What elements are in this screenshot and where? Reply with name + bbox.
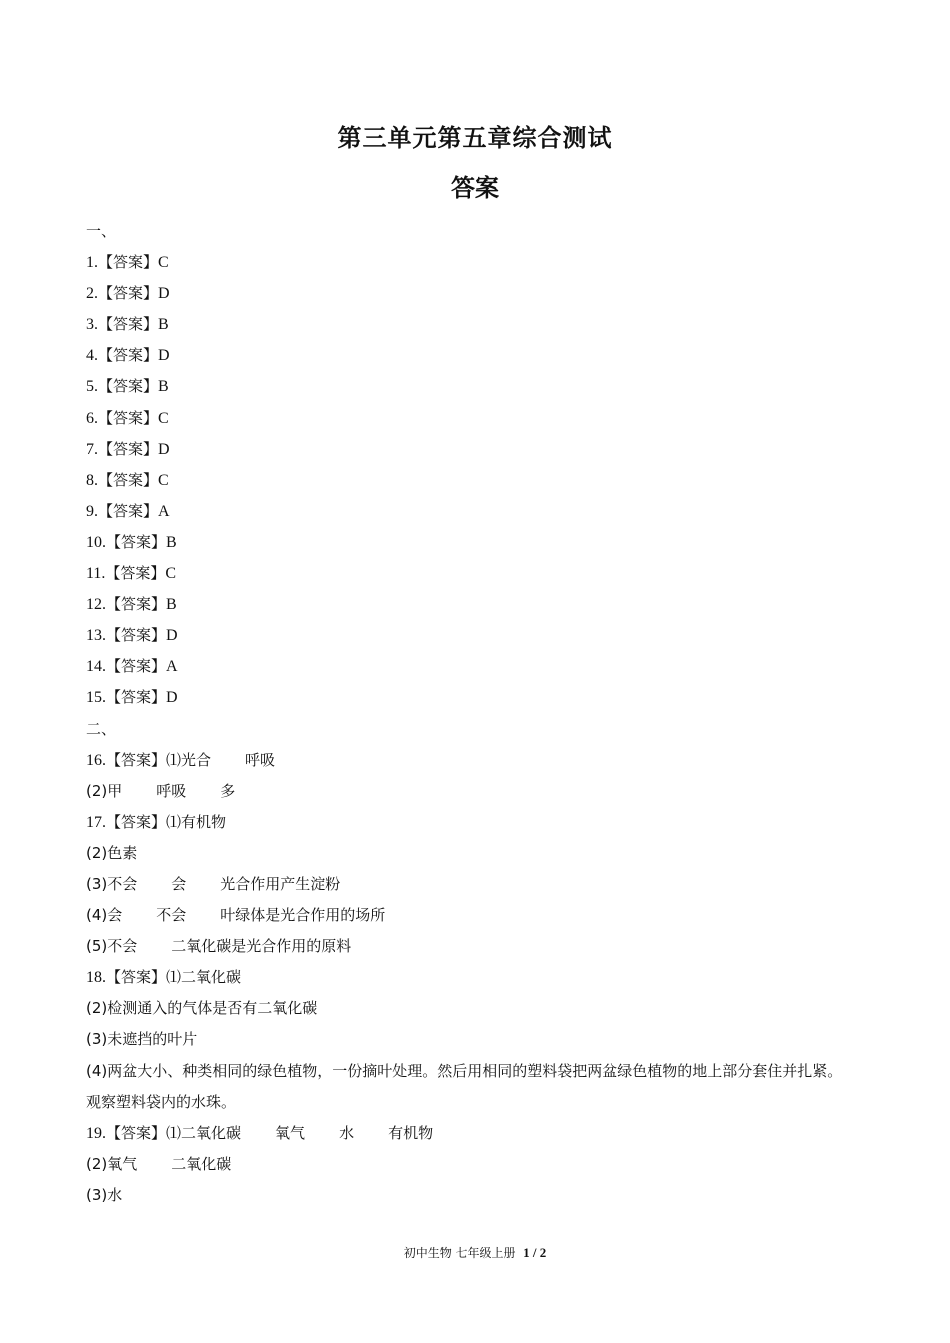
answer-choice: A <box>166 658 178 676</box>
answer-choice: C <box>158 409 169 427</box>
answer-text: 光合 <box>181 750 212 769</box>
answer-tag: 【答案】 <box>106 812 167 831</box>
answer-text: 两盆大小、种类相同的绿色植物，一份摘叶处理。然后用相同的塑料袋把两盆绿色植物的地上部分套住并扎紧。观察塑料袋内的水珠。 <box>86 1061 843 1111</box>
answer-text: 色素 <box>107 843 138 862</box>
answer-text: 会 <box>107 906 123 925</box>
q19-part1 <box>86 1118 846 1149</box>
question-number: 12. <box>86 596 106 614</box>
answer-line <box>86 589 846 620</box>
answer-content <box>86 216 846 1211</box>
answer-text: 叶绿体是光合作用的场所 <box>220 906 386 925</box>
answer-line <box>86 496 846 527</box>
answer-tag: 【答案】 <box>106 750 167 769</box>
answer-line <box>86 247 846 278</box>
answer-tag: 【答案】 <box>98 284 159 303</box>
q19-part2 <box>86 1149 846 1180</box>
part-label: (3) <box>86 1185 108 1204</box>
answer-text: 有机物 <box>181 812 227 831</box>
section-heading-1: 一、 <box>86 222 117 240</box>
answer-choice: B <box>166 596 177 614</box>
answer-line <box>86 371 846 402</box>
answer-choice: D <box>166 627 178 645</box>
footer-text: 初中生物 七年级上册 <box>403 1246 516 1260</box>
q18-part4 <box>86 1056 846 1118</box>
answer-line <box>86 465 846 496</box>
part-label: ⑴ <box>166 968 182 987</box>
question-number: 15. <box>86 689 106 707</box>
part-label: (2) <box>86 1154 108 1173</box>
answer-choice: C <box>158 254 169 272</box>
answer-line <box>86 527 846 558</box>
question-number: 10. <box>86 533 106 551</box>
answer-text: 氧气 <box>107 1154 138 1173</box>
q17-part3 <box>86 869 846 900</box>
answer-tag: 【答案】 <box>106 688 167 707</box>
question-number: 11. <box>86 565 106 583</box>
answer-choice: D <box>158 285 170 303</box>
answer-tag: 【答案】 <box>98 315 159 334</box>
answer-line <box>86 558 846 589</box>
q19-part3 <box>86 1180 846 1211</box>
question-number: 2. <box>86 285 98 303</box>
answer-choice: D <box>158 347 170 365</box>
question-number: 14. <box>86 658 106 676</box>
question-number: 16. <box>86 751 106 769</box>
answer-line <box>86 620 846 651</box>
part-label: (2) <box>86 781 108 800</box>
q17-part4 <box>86 900 846 931</box>
answer-text: 有机物 <box>388 1123 434 1142</box>
answer-tag: 【答案】 <box>98 377 159 396</box>
answer-text: 氧气 <box>275 1123 306 1142</box>
answer-choice: C <box>158 471 169 489</box>
part-label: ⑴ <box>166 812 182 831</box>
q18-part2 <box>86 993 846 1024</box>
question-number: 9. <box>86 502 98 520</box>
q17-part5 <box>86 931 846 962</box>
answer-text: 呼吸 <box>245 750 276 769</box>
answer-text: 呼吸 <box>156 781 187 800</box>
part-label: (2) <box>86 999 108 1018</box>
answer-choice: B <box>158 316 169 334</box>
question-number: 4. <box>86 347 98 365</box>
answer-line <box>86 682 846 713</box>
answer-text: 二氧化碳 <box>171 1154 232 1173</box>
question-number: 18. <box>86 969 106 987</box>
page-number: 1 / 2 <box>523 1245 547 1260</box>
answer-tag: 【答案】 <box>98 346 159 365</box>
section-heading-2: 二、 <box>86 719 117 738</box>
part-label: (3) <box>86 1030 108 1049</box>
answer-text: 检测通入的气体是否有二氧化碳 <box>107 999 318 1018</box>
q16-part2 <box>86 776 846 807</box>
page-footer <box>0 1244 950 1262</box>
page-title: 第三单元第五章综合测试 <box>337 124 613 152</box>
question-number: 3. <box>86 316 98 334</box>
question-number: 1. <box>86 254 98 272</box>
answer-choice: D <box>166 689 178 707</box>
answer-tag: 【答案】 <box>106 657 167 676</box>
answer-text: 不会 <box>156 906 187 925</box>
question-number: 7. <box>86 440 98 458</box>
answer-line <box>86 340 846 371</box>
answer-text: 未遮挡的叶片 <box>107 1030 198 1049</box>
answer-line <box>86 403 846 434</box>
answer-tag: 【答案】 <box>98 470 159 489</box>
answer-tag: 【答案】 <box>98 408 159 427</box>
page-subtitle: 答案 <box>451 174 499 202</box>
q18-part1 <box>86 962 846 993</box>
answer-tag: 【答案】 <box>106 968 167 987</box>
answer-tag: 【答案】 <box>98 501 159 520</box>
answer-tag: 【答案】 <box>106 595 167 614</box>
answer-text: 多 <box>220 781 236 800</box>
answer-choice: B <box>158 378 169 396</box>
part-label: (4) <box>86 1061 108 1080</box>
part-label: (2) <box>86 843 108 862</box>
answer-choice: A <box>158 502 170 520</box>
answer-choice: B <box>166 533 177 551</box>
answer-text: 水 <box>339 1123 355 1142</box>
question-number: 8. <box>86 471 98 489</box>
q16-part1 <box>86 745 846 776</box>
answer-text: 不会 <box>107 874 138 893</box>
answer-text: 光合作用产生淀粉 <box>220 874 341 893</box>
question-number: 6. <box>86 409 98 427</box>
part-label: ⑴ <box>166 1123 182 1142</box>
section-1-answer-list <box>86 247 846 713</box>
answer-tag: 【答案】 <box>98 253 159 272</box>
answer-line <box>86 278 846 309</box>
q18-part3 <box>86 1024 846 1055</box>
answer-line <box>86 309 846 340</box>
answer-choice: C <box>165 565 177 583</box>
answer-text: 不会 <box>107 937 138 956</box>
question-number: 17. <box>86 813 106 831</box>
answer-text: 会 <box>171 874 187 893</box>
question-number: 19. <box>86 1124 106 1142</box>
answer-text: 二氧化碳 <box>181 968 242 987</box>
answer-tag: 【答案】 <box>106 532 167 551</box>
answer-line <box>86 651 846 682</box>
answer-text: 二氧化碳 <box>181 1123 242 1142</box>
question-number: 13. <box>86 627 106 645</box>
part-label: (3) <box>86 874 108 893</box>
q17-part1 <box>86 807 846 838</box>
answer-choice: D <box>158 440 170 458</box>
q17-part2 <box>86 838 846 869</box>
part-label: ⑴ <box>166 750 182 769</box>
answer-tag: 【答案】 <box>98 439 159 458</box>
question-number: 5. <box>86 378 98 396</box>
answer-tag: 【答案】 <box>106 626 167 645</box>
part-label: (5) <box>86 937 108 956</box>
answer-text: 二氧化碳是光合作用的原料 <box>171 937 352 956</box>
part-label: (4) <box>86 906 108 925</box>
answer-tag: 【答案】 <box>106 1123 167 1142</box>
answer-text: 水 <box>107 1185 123 1204</box>
answer-tag: 【答案】 <box>105 564 166 583</box>
answer-line <box>86 434 846 465</box>
answer-text: 甲 <box>107 781 123 800</box>
